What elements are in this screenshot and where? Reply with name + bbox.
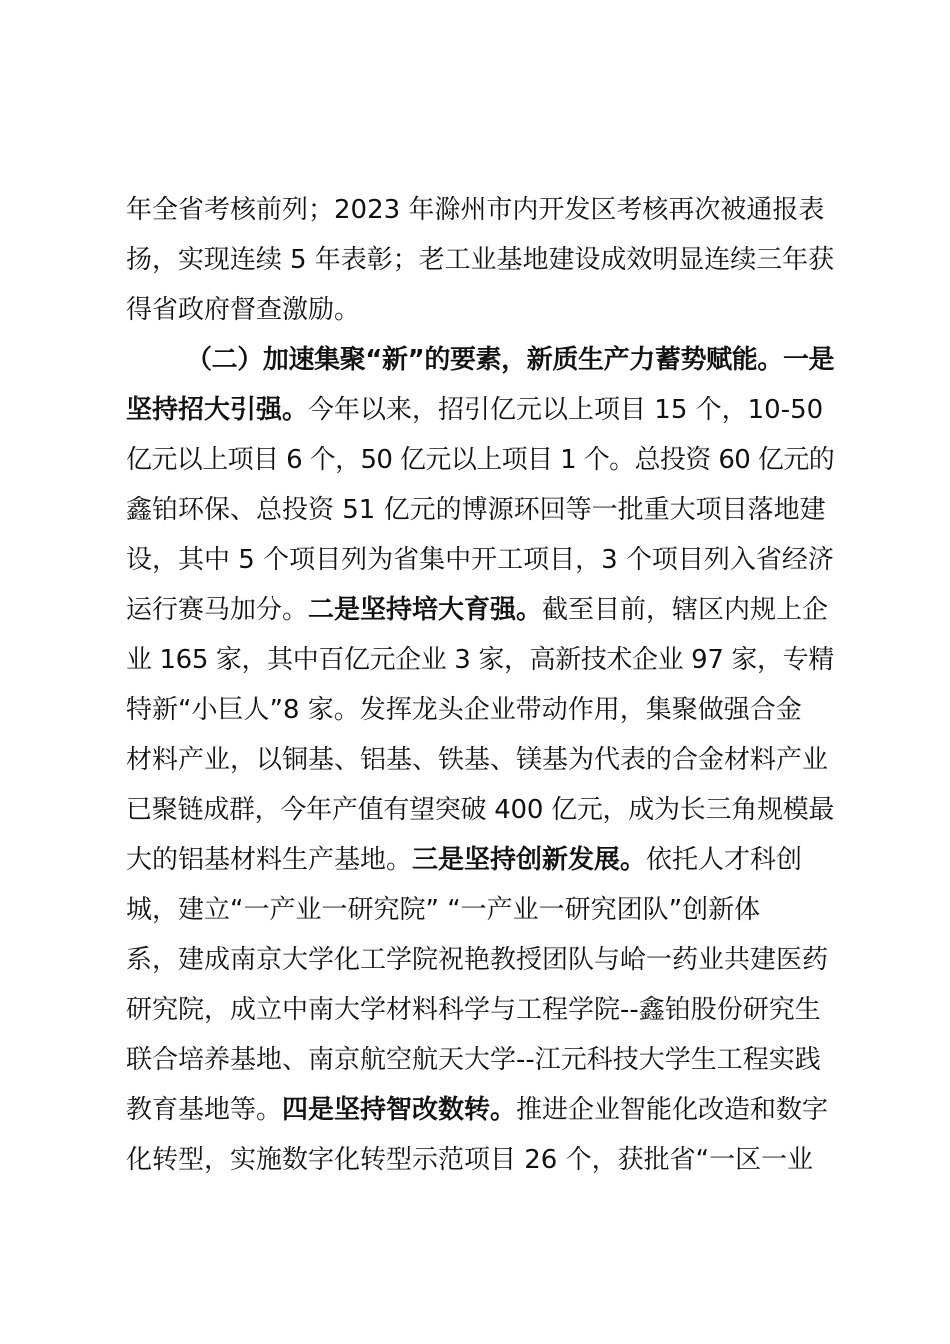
text-run: 研究院，成立中南大学材料科学与工程学院--鑫铂股份研究生 xyxy=(126,995,821,1025)
text-line xyxy=(126,1037,834,1083)
text-run: 特新“小巨人”8 家。发挥龙头企业带动作用，集聚做强合金 xyxy=(126,695,802,725)
text-run: 鑫铂环保、总投资 51 亿元的博源环回等一批重大项目落地建 xyxy=(126,495,826,525)
text-run: 推进企业智能化改造和数字 xyxy=(516,1095,829,1125)
text-line xyxy=(126,487,834,533)
text-line xyxy=(126,237,834,283)
text-run: 系，建成南京大学化工学院祝艳教授团队与峆一药业共建医药 xyxy=(126,945,829,975)
text-run: 截至目前，辖区内规上企 xyxy=(542,595,829,625)
text-line xyxy=(126,437,834,483)
bold-text-run: 四是坚持智改数转。 xyxy=(282,1095,517,1125)
bold-text-run: 三是坚持创新发展。 xyxy=(412,845,647,875)
text-line xyxy=(126,987,834,1033)
bold-text-run: （二）加速集聚“新”的要素，新质生产力蓄势赋能。一是 xyxy=(186,345,835,375)
text-line xyxy=(186,337,834,383)
text-line xyxy=(126,287,834,333)
text-run: 化转型，实施数字化转型示范项目 26 个，获批省“一区一业 xyxy=(126,1145,814,1175)
text-run: 运行赛马加分。 xyxy=(126,595,309,625)
text-run: 材料产业，以铜基、铝基、铁基、镁基为代表的合金材料产业 xyxy=(126,745,829,775)
text-run: 已聚链成群，今年产值有望突破 400 亿元，成为长三角规模最 xyxy=(126,795,835,825)
text-run: 设，其中 5 个项目列为省集中开工项目，3 个项目列入省经济 xyxy=(126,545,834,575)
text-line xyxy=(126,787,834,833)
bold-text-run: 二是坚持培大育强。 xyxy=(308,595,543,625)
text-run: 扬，实现连续 5 年表彰；老工业基地建设成效明显连续三年获 xyxy=(126,245,835,275)
text-line xyxy=(126,687,834,733)
text-line xyxy=(126,937,834,983)
text-run: 今年以来，招引亿元以上项目 15 个，10-50 xyxy=(308,395,824,425)
text-run: 联合培养基地、南京航空航天大学--江元科技大学生工程实践 xyxy=(126,1045,821,1075)
text-run: 业 165 家，其中百亿元企业 3 家，高新技术企业 97 家，专精 xyxy=(126,645,834,675)
text-line xyxy=(126,837,834,883)
text-line xyxy=(126,737,834,783)
text-run: 年全省考核前列；2023 年滁州市内开发区考核再次被通报表 xyxy=(126,195,825,225)
bold-text-run: 坚持招大引强。 xyxy=(126,395,309,425)
text-run: 城，建立“一产业一研究院” “一产业一研究团队”创新体 xyxy=(126,895,761,925)
text-line xyxy=(126,637,834,683)
text-run: 依托人才科创 xyxy=(646,845,803,875)
text-run: 教育基地等。 xyxy=(126,1095,283,1125)
text-run: 得省政府督查激励。 xyxy=(126,295,361,325)
text-line xyxy=(126,187,834,233)
text-line xyxy=(126,587,834,633)
text-line xyxy=(126,887,834,933)
text-line xyxy=(126,1137,834,1183)
text-run: 大的铝基材料生产基地。 xyxy=(126,845,413,875)
text-run: 亿元以上项目 6 个，50 亿元以上项目 1 个。总投资 60 亿元的 xyxy=(126,445,835,475)
text-line xyxy=(126,387,834,433)
text-line xyxy=(126,1087,834,1133)
text-line xyxy=(126,537,834,583)
